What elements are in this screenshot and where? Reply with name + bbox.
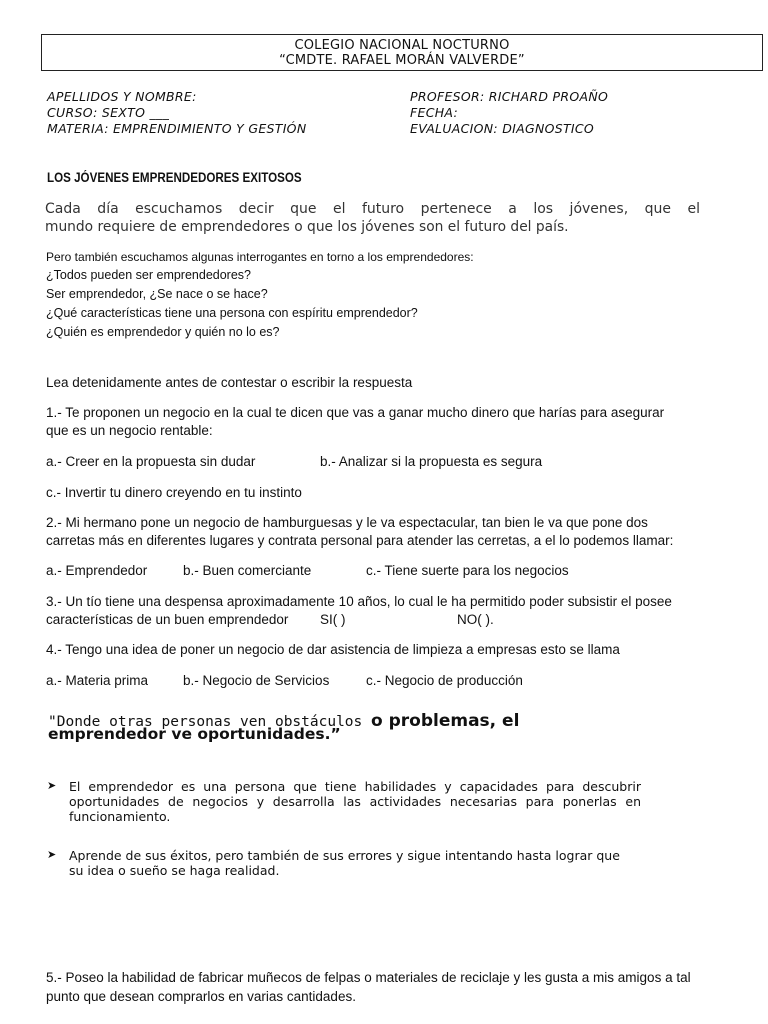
q2-option-b: b.- Buen comerciante	[183, 563, 312, 578]
question-1-line-2: que es un negocio rentable:	[46, 423, 213, 438]
bullet-line: oportunidades de negocios y desarrolla las actividades necesarias para ponerlas en	[69, 794, 641, 809]
q4-option-b: b.- Negocio de Servicios	[183, 673, 330, 688]
q2-option-c: c.- Tiene suerte para los negocios	[366, 563, 569, 578]
question-2-line-1: 2.- Mi hermano pone un negocio de hamburguesas y le va espectacular, tan bien le va que pone dos	[46, 515, 648, 530]
evaluation-label: EVALUACION: DIAGNOSTICO	[410, 121, 595, 136]
question-1-line-1: 1.- Te proponen un negocio en la cual te dicen que vas a ganar mucho dinero que harías para asegurar	[46, 405, 665, 420]
teacher-label: PROFESOR: RICHARD PROAÑO	[410, 89, 609, 104]
quote-line-2: emprendedor ve oportunidades.”	[48, 725, 341, 743]
question-2-line-2: carretas más en diferentes lugares y contrata personal para atender las cerretas, a el lo podemos llamar:	[46, 533, 674, 548]
intro-line-1: Cada día escuchamos decir que el futuro pertenece a los jóvenes, que el	[45, 201, 700, 217]
bullet-line: su idea o sueño se haga realidad.	[69, 863, 280, 878]
instructions: Lea detenidamente antes de contestar o escribir la respuesta	[46, 375, 413, 390]
school-name: COLEGIO NACIONAL NOCTURNO	[294, 38, 510, 53]
student-name-label: APELLIDOS Y NOMBRE:	[47, 89, 197, 104]
q4-option-a: a.- Materia prima	[46, 673, 149, 688]
q4-option-c: c.- Negocio de producción	[366, 673, 523, 688]
q1-option-c: c.- Invertir tu dinero creyendo en tu instinto	[46, 485, 302, 500]
bullet-item	[69, 779, 641, 824]
question-5-line-1: 5.- Poseo la habilidad de fabricar muñecos de felpas o materiales de reciclaje y les gusta a mis amigos a tal	[46, 970, 691, 985]
bullet-line: funcionamiento.	[69, 809, 171, 824]
subject-label: MATERIA: EMPRENDIMIENTO Y GESTIÓN	[47, 121, 307, 136]
question-item: ¿Qué características tiene una persona con espíritu emprendedor?	[46, 306, 418, 320]
question-4-line-1: 4.- Tengo una idea de poner un negocio de dar asistencia de limpieza a empresas esto se llama	[46, 642, 620, 657]
quote-emphasis: o problemas, el	[371, 711, 520, 731]
question-item: ¿Todos pueden ser emprendedores?	[46, 268, 251, 282]
school-header	[41, 34, 763, 71]
intro-line-2: mundo requiere de emprendedores o que los jóvenes son el futuro del país.	[45, 219, 569, 235]
question-item: ¿Quién es emprendedor y quién no lo es?	[46, 325, 280, 339]
q2-option-a: a.- Emprendedor	[46, 563, 148, 578]
question-3-line-2: características de un buen emprendedor	[46, 612, 289, 627]
bullet-line: El emprendedor es una persona que tiene habilidades y capacidades para descubrir	[69, 779, 641, 794]
date-label: FECHA:	[410, 105, 459, 120]
course-label: CURSO: SEXTO ___	[47, 105, 170, 120]
arrow-bullet-icon: ➤	[47, 779, 57, 792]
section-title: LOS JÓVENES EMPRENDEDORES EXITOSOS	[47, 170, 302, 185]
q1-option-b: b.- Analizar si la propuesta es segura	[320, 454, 543, 469]
school-subtitle: “CMDTE. RAFAEL MORÁN VALVERDE”	[279, 53, 525, 68]
q3-yes-option: SI( )	[320, 612, 346, 627]
question-3-line-1: 3.- Un tío tiene una despensa aproximadamente 10 años, lo cual le ha permitido poder subsistir el posee	[46, 594, 672, 609]
question-5-line-2: punto que desean comprarlos en varias cantidades.	[46, 989, 356, 1004]
quote-text: "Donde otras personas ven obstáculos	[48, 714, 372, 730]
q3-no-option: NO( ).	[457, 612, 494, 627]
q1-option-a: a.- Creer en la propuesta sin dudar	[46, 454, 256, 469]
bullet-item	[69, 848, 649, 878]
questions-intro: Pero también escuchamos algunas interrogantes en torno a los emprendedores:	[46, 250, 474, 264]
question-item: Ser emprendedor, ¿Se nace o se hace?	[46, 287, 268, 301]
arrow-bullet-icon: ➤	[47, 848, 57, 861]
bullet-line: Aprende de sus éxitos, pero también de sus errores y sigue intentando hasta lograr que	[69, 848, 620, 863]
